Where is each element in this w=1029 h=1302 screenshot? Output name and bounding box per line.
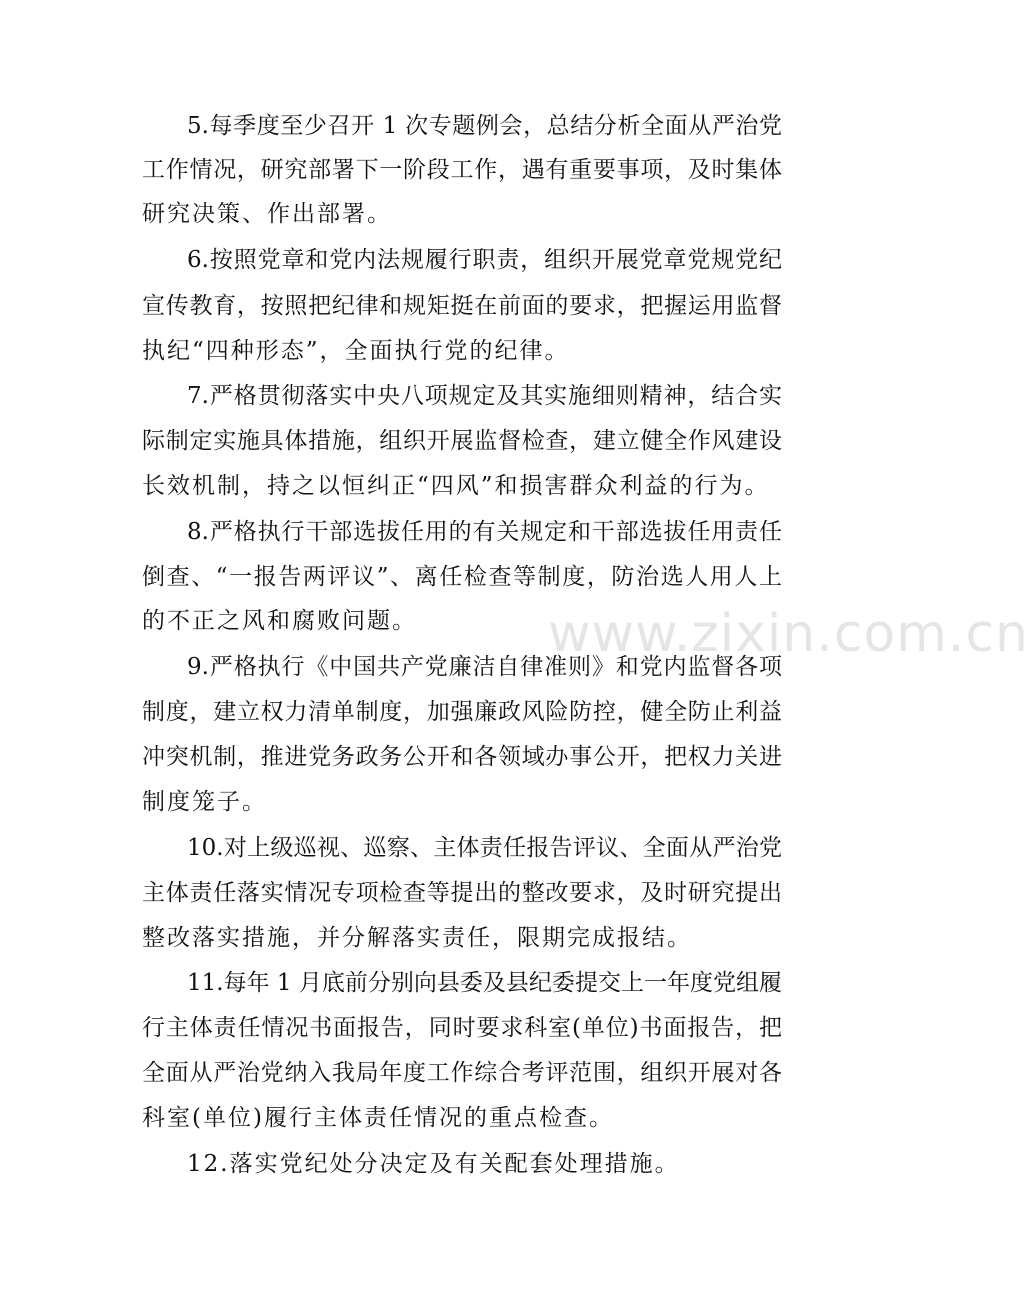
paragraph-10-line-1: 10.对上级巡视、巡察、主体责任报告评议、全面从严治党 <box>187 835 782 861</box>
paragraph-8-line-1: 8.严格执行干部选拔任用的有关规定和干部选拔任用责任 <box>187 519 782 545</box>
paragraph-5-line-3: 研究决策、作出部署。 <box>142 201 392 227</box>
paragraph-9-line-3: 冲突机制，推进党务政务公开和各领域办事公开，把权力关进 <box>142 744 782 770</box>
paragraph-6-line-2: 宣传教育，按照把纪律和规矩挺在前面的要求，把握运用监督 <box>142 293 782 319</box>
paragraph-6-line-3: 执纪“四种形态”，全面执行党的纪律。 <box>142 338 570 364</box>
paragraph-9-line-2: 制度，建立权力清单制度，加强廉政风险防控，健全防止利益 <box>142 699 782 725</box>
paragraph-7-line-1: 7.严格贯彻落实中央八项规定及其实施细则精神，结合实 <box>187 383 782 409</box>
paragraph-12-line-1: 12.落实党纪处分决定及有关配套处理措施。 <box>187 1151 680 1177</box>
paragraph-11-line-3: 全面从严治党纳入我局年度工作综合考评范围，组织开展对各 <box>142 1060 782 1086</box>
paragraph-7-line-3: 长效机制，持之以恒纠正“四风”和损害群众利益的行为。 <box>142 473 770 499</box>
paragraph-6-line-1: 6.按照党章和党内法规履行职责，组织开展党章党规党纪 <box>187 247 782 273</box>
paragraph-11-line-2: 行主体责任情况书面报告，同时要求科室(单位)书面报告，把 <box>142 1015 782 1041</box>
paragraph-5-line-1: 5.每季度至少召开 1 次专题例会，总结分析全面从严治党 <box>187 113 782 139</box>
watermark: www.zixin.com.cn <box>548 604 1029 664</box>
paragraph-5-line-2: 工作情况，研究部署下一阶段工作，遇有重要事项，及时集体 <box>142 157 782 183</box>
paragraph-9-line-4: 制度笼子。 <box>142 789 267 815</box>
paragraph-7-line-2: 际制定实施具体措施，组织开展监督检查，建立健全作风建设 <box>142 428 782 454</box>
paragraph-9-line-1: 9.严格执行《中国共产党廉洁自律准则》和党内监督各项 <box>187 654 782 680</box>
paragraph-11-line-4: 科室(单位)履行主体责任情况的重点检查。 <box>142 1105 614 1131</box>
paragraph-11-line-1: 11.每年 1 月底前分别向县委及县纪委提交上一年度党组履 <box>187 970 782 996</box>
paragraph-10-line-3: 整改落实措施，并分解落实责任，限期完成报结。 <box>142 925 692 951</box>
paragraph-10-line-2: 主体责任落实情况专项检查等提出的整改要求，及时研究提出 <box>142 880 782 906</box>
paragraph-8-line-3: 的不正之风和腐败问题。 <box>142 608 417 634</box>
paragraph-8-line-2: 倒查、“一报告两评议”、离任检查等制度，防治选人用人上 <box>142 564 782 590</box>
